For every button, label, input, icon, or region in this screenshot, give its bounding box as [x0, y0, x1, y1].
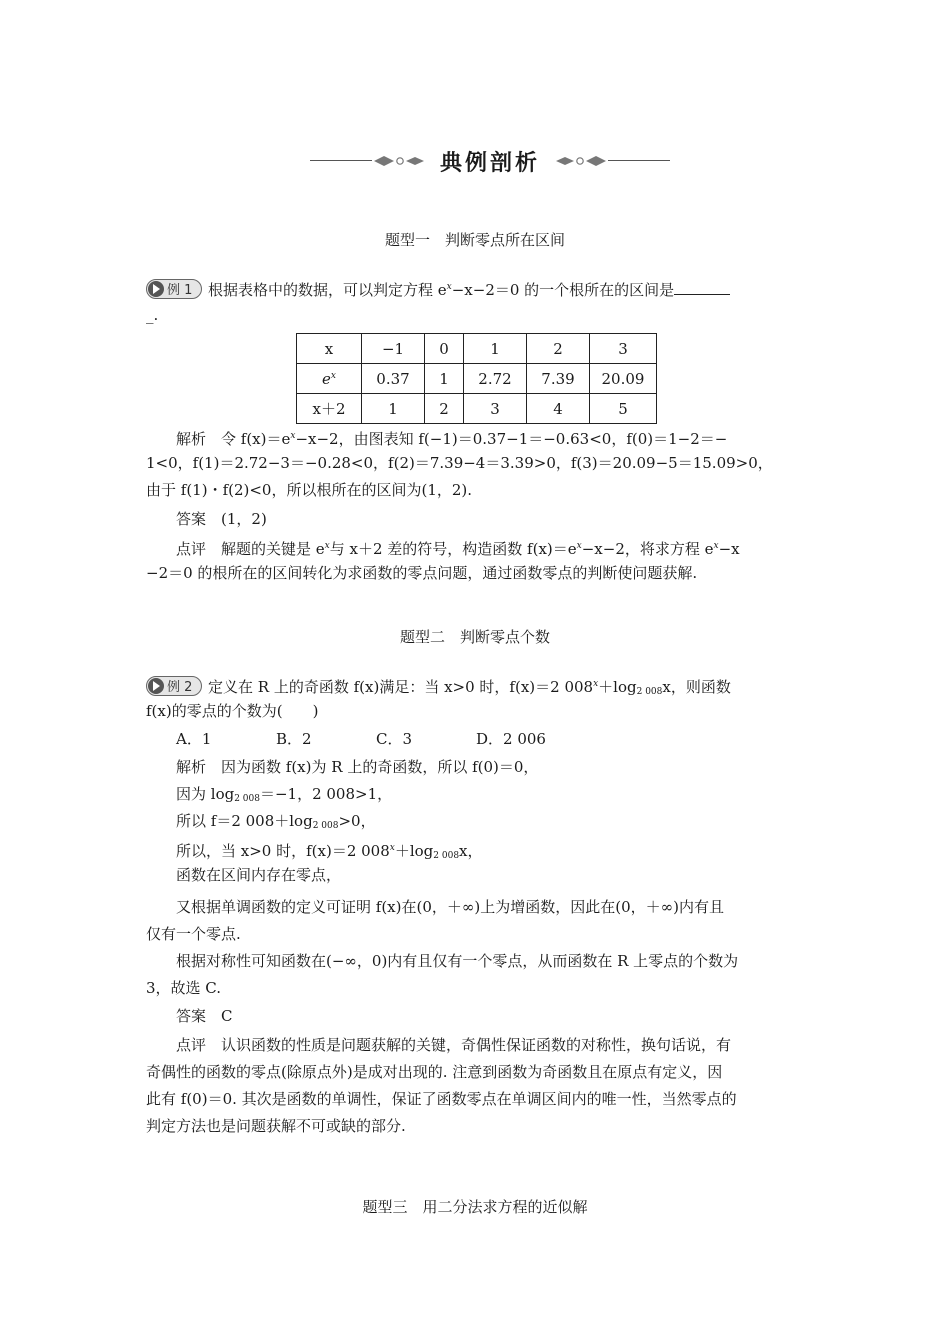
- table-cell: 20.09: [590, 364, 657, 394]
- option-a: A．1: [176, 730, 212, 748]
- example1-text-a: 根据表格中的数据，可以判定方程 e: [208, 281, 447, 299]
- table-cell: $e^x$: [297, 364, 362, 394]
- analysis2-line3: 所以 f＝2 $008+\log_{2 008}>0$，: [176, 812, 376, 831]
- table-cell: 3: [464, 394, 527, 424]
- section2-heading: 题型二 判断零点个数: [399, 628, 550, 646]
- table-cell: −1: [362, 334, 425, 364]
- comment2-line1: 点评 认识函数的性质是问题获解的关键，奇偶性保证函数的对称性，换句话说，有: [176, 1036, 732, 1054]
- table-cell: 2: [425, 394, 464, 424]
- example1-question-line1: [146, 274, 806, 304]
- option-c: C．3: [376, 730, 413, 748]
- comment1-line1: 点评 解题的关键是 $e^x$与 x＋2 差的符号，构造函数 $f(x)=e^x-x-2$，将求方程 $e^x-x$: [176, 540, 740, 558]
- table-row: [297, 364, 657, 394]
- analysis1-line3: 由于 f(1)・f(2)<0，所以根所在的区间为(1，2).: [146, 481, 473, 499]
- banner-rule-left: [310, 160, 372, 161]
- table-cell: 1: [464, 334, 527, 364]
- analysis1-line2: 1<0，f(1)＝2.72−3＝−0.28<0，f(2)＝7.39−4＝3.39>0，f(3)＝20.09−5＝15.09>0，: [146, 454, 773, 472]
- analysis2-line1: 解析 因为函数 f(x)为 R 上的奇函数，所以 f(0)＝0，: [176, 758, 539, 776]
- table-cell: x＋2: [297, 394, 362, 424]
- banner-rule-right: [608, 160, 670, 161]
- answer-blank: [674, 280, 730, 295]
- option-b: B．2: [276, 730, 312, 748]
- analysis2-line4: 所以，当 x>0 时，f(x)＝2 $008^x+\log_{2 008}x$，: [176, 842, 483, 861]
- table-cell: 2: [527, 334, 590, 364]
- section3-heading: 题型三 用二分法求方程的近似解: [362, 1198, 588, 1216]
- example2-tag-text: 例 2: [167, 680, 193, 695]
- table-cell: 1: [425, 364, 464, 394]
- example1-question-line2: _.: [146, 306, 159, 324]
- table-cell: 5: [590, 394, 657, 424]
- banner-ornament-left-icon: [372, 154, 424, 168]
- analysis2-line8: 根据对称性可知函数在(−∞，0)内有且仅有一个零点，从而函数在 R 上零点的个数为: [176, 952, 739, 970]
- banner-ornament-right-icon: [556, 154, 608, 168]
- example-marker-icon: [146, 676, 202, 696]
- example-marker-icon: [146, 279, 202, 299]
- option-d: D．2 006: [476, 730, 546, 748]
- table-cell: 0.37: [362, 364, 425, 394]
- section-banner: [310, 144, 670, 178]
- section1-heading: 题型一 判断零点所在区间: [384, 231, 565, 249]
- example2-options: [176, 726, 806, 753]
- comment2-line4: 判定方法也是问题获解不可或缺的部分.: [146, 1117, 406, 1135]
- analysis1-line1: 解析 令 $f(x)=e^x-x-2$，由图表知 f(−1)＝0.37−1＝−0.63<0，f(0)＝1−2＝−: [176, 430, 728, 448]
- table-cell: x: [297, 334, 362, 364]
- exponent-x: x: [446, 282, 452, 292]
- comment1-line2: −2＝0 的根所在的区间转化为求函数的零点问题，通过函数零点的判断使问题获解.: [146, 564, 698, 582]
- analysis2-line9: 3，故选 C.: [146, 979, 222, 997]
- example2-question-line2: f(x)的零点的个数为( ): [146, 702, 319, 720]
- table-cell: 1: [362, 394, 425, 424]
- table-cell: 7.39: [527, 364, 590, 394]
- answer1: 答案 (1，2): [176, 510, 267, 528]
- analysis2-line2: 因为 $\log_{2 008}=-1$，2 008>1，: [176, 785, 393, 804]
- comment2-line2: 奇偶性的函数的零点(除原点外)是成对出现的. 注意到函数为奇函数且在原点有定义，因: [146, 1063, 723, 1081]
- analysis2-line7: 仅有一个零点.: [146, 925, 241, 943]
- comment2-line3: 此有 f(0)＝0. 其次是函数的单调性，保证了函数零点在单调区间内的唯一性，当然零点的: [146, 1090, 737, 1108]
- table-cell: 2.72: [464, 364, 527, 394]
- table-cell: 0: [425, 334, 464, 364]
- example1-tag-text: 例 1: [167, 283, 193, 298]
- answer2: 答案 C: [176, 1007, 233, 1025]
- values-table: [296, 333, 657, 424]
- table-row: [297, 334, 657, 364]
- table-cell: 3: [590, 334, 657, 364]
- banner-title: 典例剖析: [439, 151, 540, 176]
- example2-question-line1: 例 2 定义在 R 上的奇函数 f(x)满足：当 x>0 时，f(x)＝2 $008^x+\log_{2 008}x$，则函数: [146, 671, 806, 706]
- table-row: [297, 394, 657, 424]
- table-cell: 4: [527, 394, 590, 424]
- example1-text-b: −x−2＝0 的一个根所在的区间是: [451, 281, 675, 299]
- analysis2-line5: 函数在区间内存在零点，: [176, 866, 342, 884]
- analysis2-line6: 又根据单调函数的定义可证明 f(x)在(0，＋∞)上为增函数，因此在(0，＋∞)内有且: [176, 898, 724, 916]
